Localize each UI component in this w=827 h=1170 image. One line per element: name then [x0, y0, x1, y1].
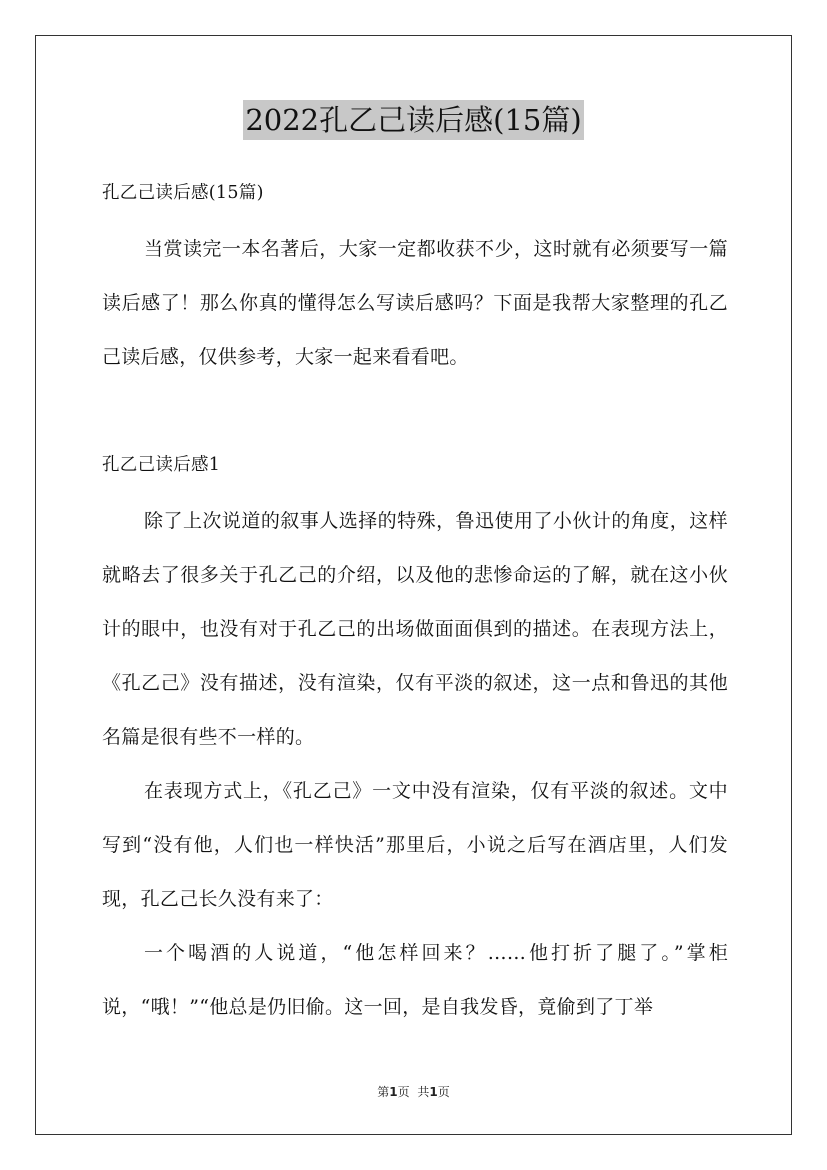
page-suffix: 页: [397, 1085, 410, 1099]
total-suffix: 页: [437, 1085, 450, 1099]
intro-paragraph: 当赏读完一本名著后，大家一定都收获不少，这时就有必须要写一篇读后感了！那么你真的懂得怎么写读后感吗？下面是我帮大家整理的孔乙己读后感，仅供参考，大家一起来看看吧。: [102, 238, 728, 368]
document-title: 2022孔乙己读后感(15篇): [243, 100, 583, 140]
document-subtitle: 孔乙己读后感(15篇): [102, 183, 264, 203]
body-paragraph-2: 在表现方式上，《孔乙己》一文中没有渲染，仅有平淡的叙述。文中写到“没有他，人们也一样快活”那里后，小说之后写在酒店里，人们发现，孔乙己长久没有来了：: [102, 780, 728, 910]
page-current: 1: [389, 1085, 398, 1099]
total-prefix: 共: [417, 1085, 430, 1099]
title-container: [0, 100, 827, 140]
body-paragraph-1: 除了上次说道的叙事人选择的特殊，鲁迅使用了小伙计的角度，这样就略去了很多关于孔乙己的介绍，以及他的悲惨命运的了解，就在这小伙计的眼中，也没有对于孔乙己的出场做面面俱到的描述。在表现方法上，《孔乙己》没有描述，没有渲染，仅有平淡的叙述，这一点和鲁迅的其他名篇是很有些不一样的。: [102, 510, 728, 748]
page-footer: [0, 1084, 827, 1100]
page-prefix: 第: [377, 1085, 390, 1099]
section-heading: 孔乙己读后感1: [102, 455, 221, 475]
body-paragraph-3: 一个喝酒的人说道，“他怎样回来？……他打折了腿了。”掌柜说，“哦！”“他总是仍旧偷。这一回，是自我发昏，竟偷到了丁举: [102, 942, 728, 1018]
page-total: 1: [429, 1085, 438, 1099]
